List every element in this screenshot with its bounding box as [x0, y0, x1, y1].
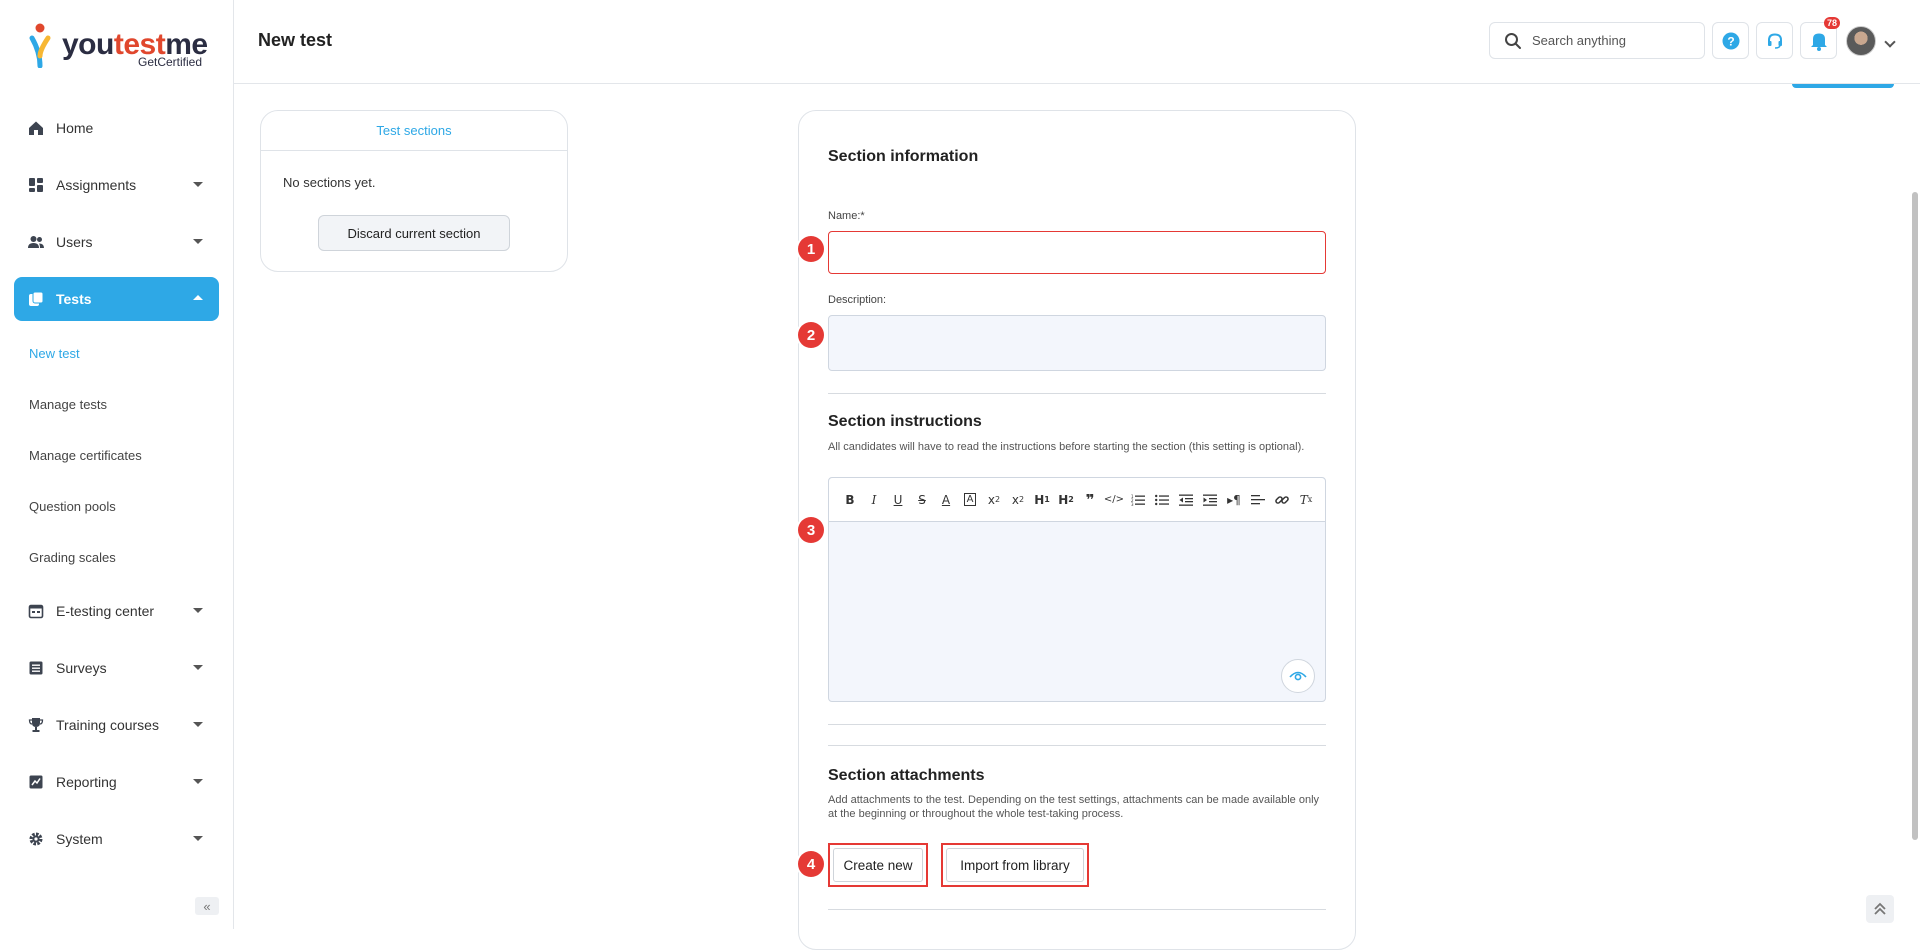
brand-me: me	[165, 28, 208, 61]
discard-current-section-button[interactable]: Discard current section	[318, 215, 510, 251]
page-scrollbar[interactable]	[1912, 192, 1918, 840]
copy-icon	[28, 291, 44, 307]
section-instructions-help: All candidates will have to read the instructions before starting the section (this setting is optional).	[828, 441, 1305, 453]
divider	[828, 909, 1326, 910]
sidebar-item-users[interactable]	[14, 220, 219, 264]
collapse-sidebar-button[interactable]	[195, 897, 219, 915]
outdent-icon[interactable]	[1175, 489, 1197, 511]
sidebar-item-home[interactable]	[14, 106, 219, 150]
step-marker-1: 1	[798, 236, 824, 262]
sidebar-item-label: Assignments	[56, 177, 137, 193]
sidebar-item-assignments[interactable]	[14, 163, 219, 207]
brand-test: test	[113, 28, 166, 61]
create-new-attachment-button[interactable]	[828, 843, 928, 887]
chevron-down-icon[interactable]	[1884, 36, 1895, 47]
search-input[interactable]	[1532, 33, 1682, 48]
import-from-library-label: Import from library	[960, 857, 1070, 873]
step-marker-3: 3	[798, 517, 824, 543]
sidebar-item-training-courses[interactable]	[14, 703, 219, 747]
sidebar-item-e-testing-center[interactable]	[14, 589, 219, 633]
section-information-title: Section information	[828, 148, 979, 165]
search-icon	[1504, 32, 1522, 50]
question-circle-icon	[1722, 32, 1740, 50]
support-button[interactable]	[1756, 22, 1793, 59]
eye-icon	[1289, 670, 1307, 682]
step-marker-2: 2	[798, 322, 824, 348]
sidebar-nav	[14, 106, 219, 874]
home-icon	[28, 120, 44, 136]
sidebar-item-label: Users	[56, 234, 93, 250]
sidebar-subitem-new-test[interactable]: New test	[29, 345, 80, 361]
test-sections-title: Test sections	[261, 111, 567, 151]
editor-toolbar	[829, 478, 1325, 522]
subscript-icon[interactable]: x 2	[987, 492, 1001, 507]
no-sections-text: No sections yet.	[283, 175, 376, 190]
divider	[828, 393, 1326, 394]
link-icon[interactable]	[1271, 489, 1293, 511]
create-new-label: Create new	[843, 857, 913, 873]
brand-you: you	[62, 28, 114, 61]
chevron-down-icon	[193, 722, 203, 727]
heading2-icon[interactable]: H 2	[1058, 492, 1074, 507]
strikethrough-icon[interactable]: S	[918, 492, 926, 507]
code-icon[interactable]: </>	[1103, 494, 1125, 505]
users-icon	[28, 234, 44, 250]
svg-text:3: 3	[1131, 501, 1134, 506]
brand-tagline: GetCertified	[138, 55, 203, 69]
preview-button[interactable]	[1281, 659, 1315, 693]
notification-count-badge: 78	[1824, 17, 1840, 29]
name-label: Name:*	[828, 210, 865, 222]
chevron-down-icon	[193, 608, 203, 613]
chevron-down-icon	[193, 836, 203, 841]
bold-icon[interactable]: B	[845, 492, 855, 507]
sidebar-item-reporting[interactable]	[14, 760, 219, 804]
sidebar-item-label: Training courses	[56, 717, 159, 733]
search-box[interactable]	[1489, 22, 1705, 59]
section-attachments-title: Section attachments	[828, 767, 985, 784]
bullet-list-icon[interactable]	[1151, 489, 1173, 511]
page-title: New test	[258, 30, 333, 50]
divider	[828, 724, 1326, 725]
top-header	[234, 0, 1920, 84]
dashboard-icon	[28, 177, 44, 193]
chevron-down-icon	[193, 779, 203, 784]
step-marker-4: 4	[798, 851, 824, 877]
brand-logo[interactable]	[28, 20, 208, 72]
sidebar-subitem-grading-scales[interactable]: Grading scales	[29, 549, 116, 565]
section-description-input[interactable]	[828, 315, 1326, 371]
indent-icon[interactable]	[1199, 489, 1221, 511]
sidebar-subitem-manage-tests[interactable]: Manage tests	[29, 396, 108, 412]
trophy-icon	[28, 717, 44, 733]
underline-icon[interactable]: U	[893, 492, 903, 507]
avatar[interactable]	[1846, 26, 1876, 56]
sidebar-item-label: Surveys	[56, 660, 107, 676]
test-sections-panel	[260, 110, 568, 272]
double-chevron-left-icon: «	[203, 898, 211, 914]
highlight-icon[interactable]: A	[959, 489, 981, 511]
gear-icon	[28, 831, 44, 847]
help-button[interactable]	[1712, 22, 1749, 59]
svg-text:?: ?	[1726, 34, 1735, 48]
section-form-card	[798, 110, 1356, 950]
sidebar-subitem-question-pools[interactable]: Question pools	[29, 498, 116, 514]
chevron-up-icon	[193, 295, 203, 300]
heading1-icon[interactable]: H 1	[1034, 492, 1050, 507]
sidebar-item-label: E-testing center	[56, 603, 155, 619]
chevron-down-icon	[193, 182, 203, 187]
ordered-list-icon[interactable]	[1127, 489, 1149, 511]
font-color-icon[interactable]: A	[941, 492, 951, 507]
import-from-library-button[interactable]	[941, 843, 1089, 887]
sidebar	[0, 0, 234, 929]
sidebar-item-label: Reporting	[56, 774, 117, 790]
sidebar-subitem-manage-certificates[interactable]: Manage certificates	[29, 447, 142, 463]
svg-text:1: 1	[1131, 493, 1134, 499]
description-label: Description:	[828, 294, 887, 306]
notifications-button[interactable]	[1800, 18, 1837, 59]
double-chevron-up-icon	[1873, 902, 1887, 916]
sidebar-item-system[interactable]	[14, 817, 219, 861]
toolbar-button-partial[interactable]	[1792, 84, 1894, 88]
sidebar-item-label: System	[56, 831, 103, 847]
list-icon	[28, 660, 44, 676]
text-direction-icon[interactable]: ▸¶	[1227, 492, 1241, 507]
section-name-input[interactable]	[828, 231, 1326, 274]
clear-format-icon[interactable]: T x	[1299, 492, 1313, 507]
italic-icon[interactable]: I	[871, 492, 877, 507]
align-icon[interactable]	[1247, 489, 1269, 511]
section-instructions-title: Section instructions	[828, 413, 982, 430]
divider	[828, 745, 1326, 746]
bell-icon	[1810, 31, 1828, 51]
instructions-rich-text-editor[interactable]	[828, 477, 1326, 702]
sidebar-item-tests[interactable]	[14, 277, 219, 321]
calendar-icon	[28, 603, 44, 619]
logo-mark-icon	[28, 22, 58, 68]
section-attachments-help: Add attachments to the test. Depending on the test settings, attachments can be made available only at the beginning or throughout the whole test-taking process.	[828, 794, 1320, 820]
chart-icon	[28, 774, 44, 790]
chevron-down-icon	[193, 239, 203, 244]
sidebar-item-surveys[interactable]	[14, 646, 219, 690]
sidebar-item-label: Tests	[56, 291, 92, 307]
chevron-down-icon	[193, 665, 203, 670]
headset-icon	[1766, 32, 1784, 50]
scroll-to-top-button[interactable]	[1866, 895, 1894, 923]
superscript-icon[interactable]: x 2	[1011, 492, 1025, 507]
svg-text:2: 2	[1131, 497, 1134, 503]
sidebar-item-label: Home	[56, 120, 94, 136]
blockquote-icon[interactable]: ❞	[1085, 490, 1095, 509]
